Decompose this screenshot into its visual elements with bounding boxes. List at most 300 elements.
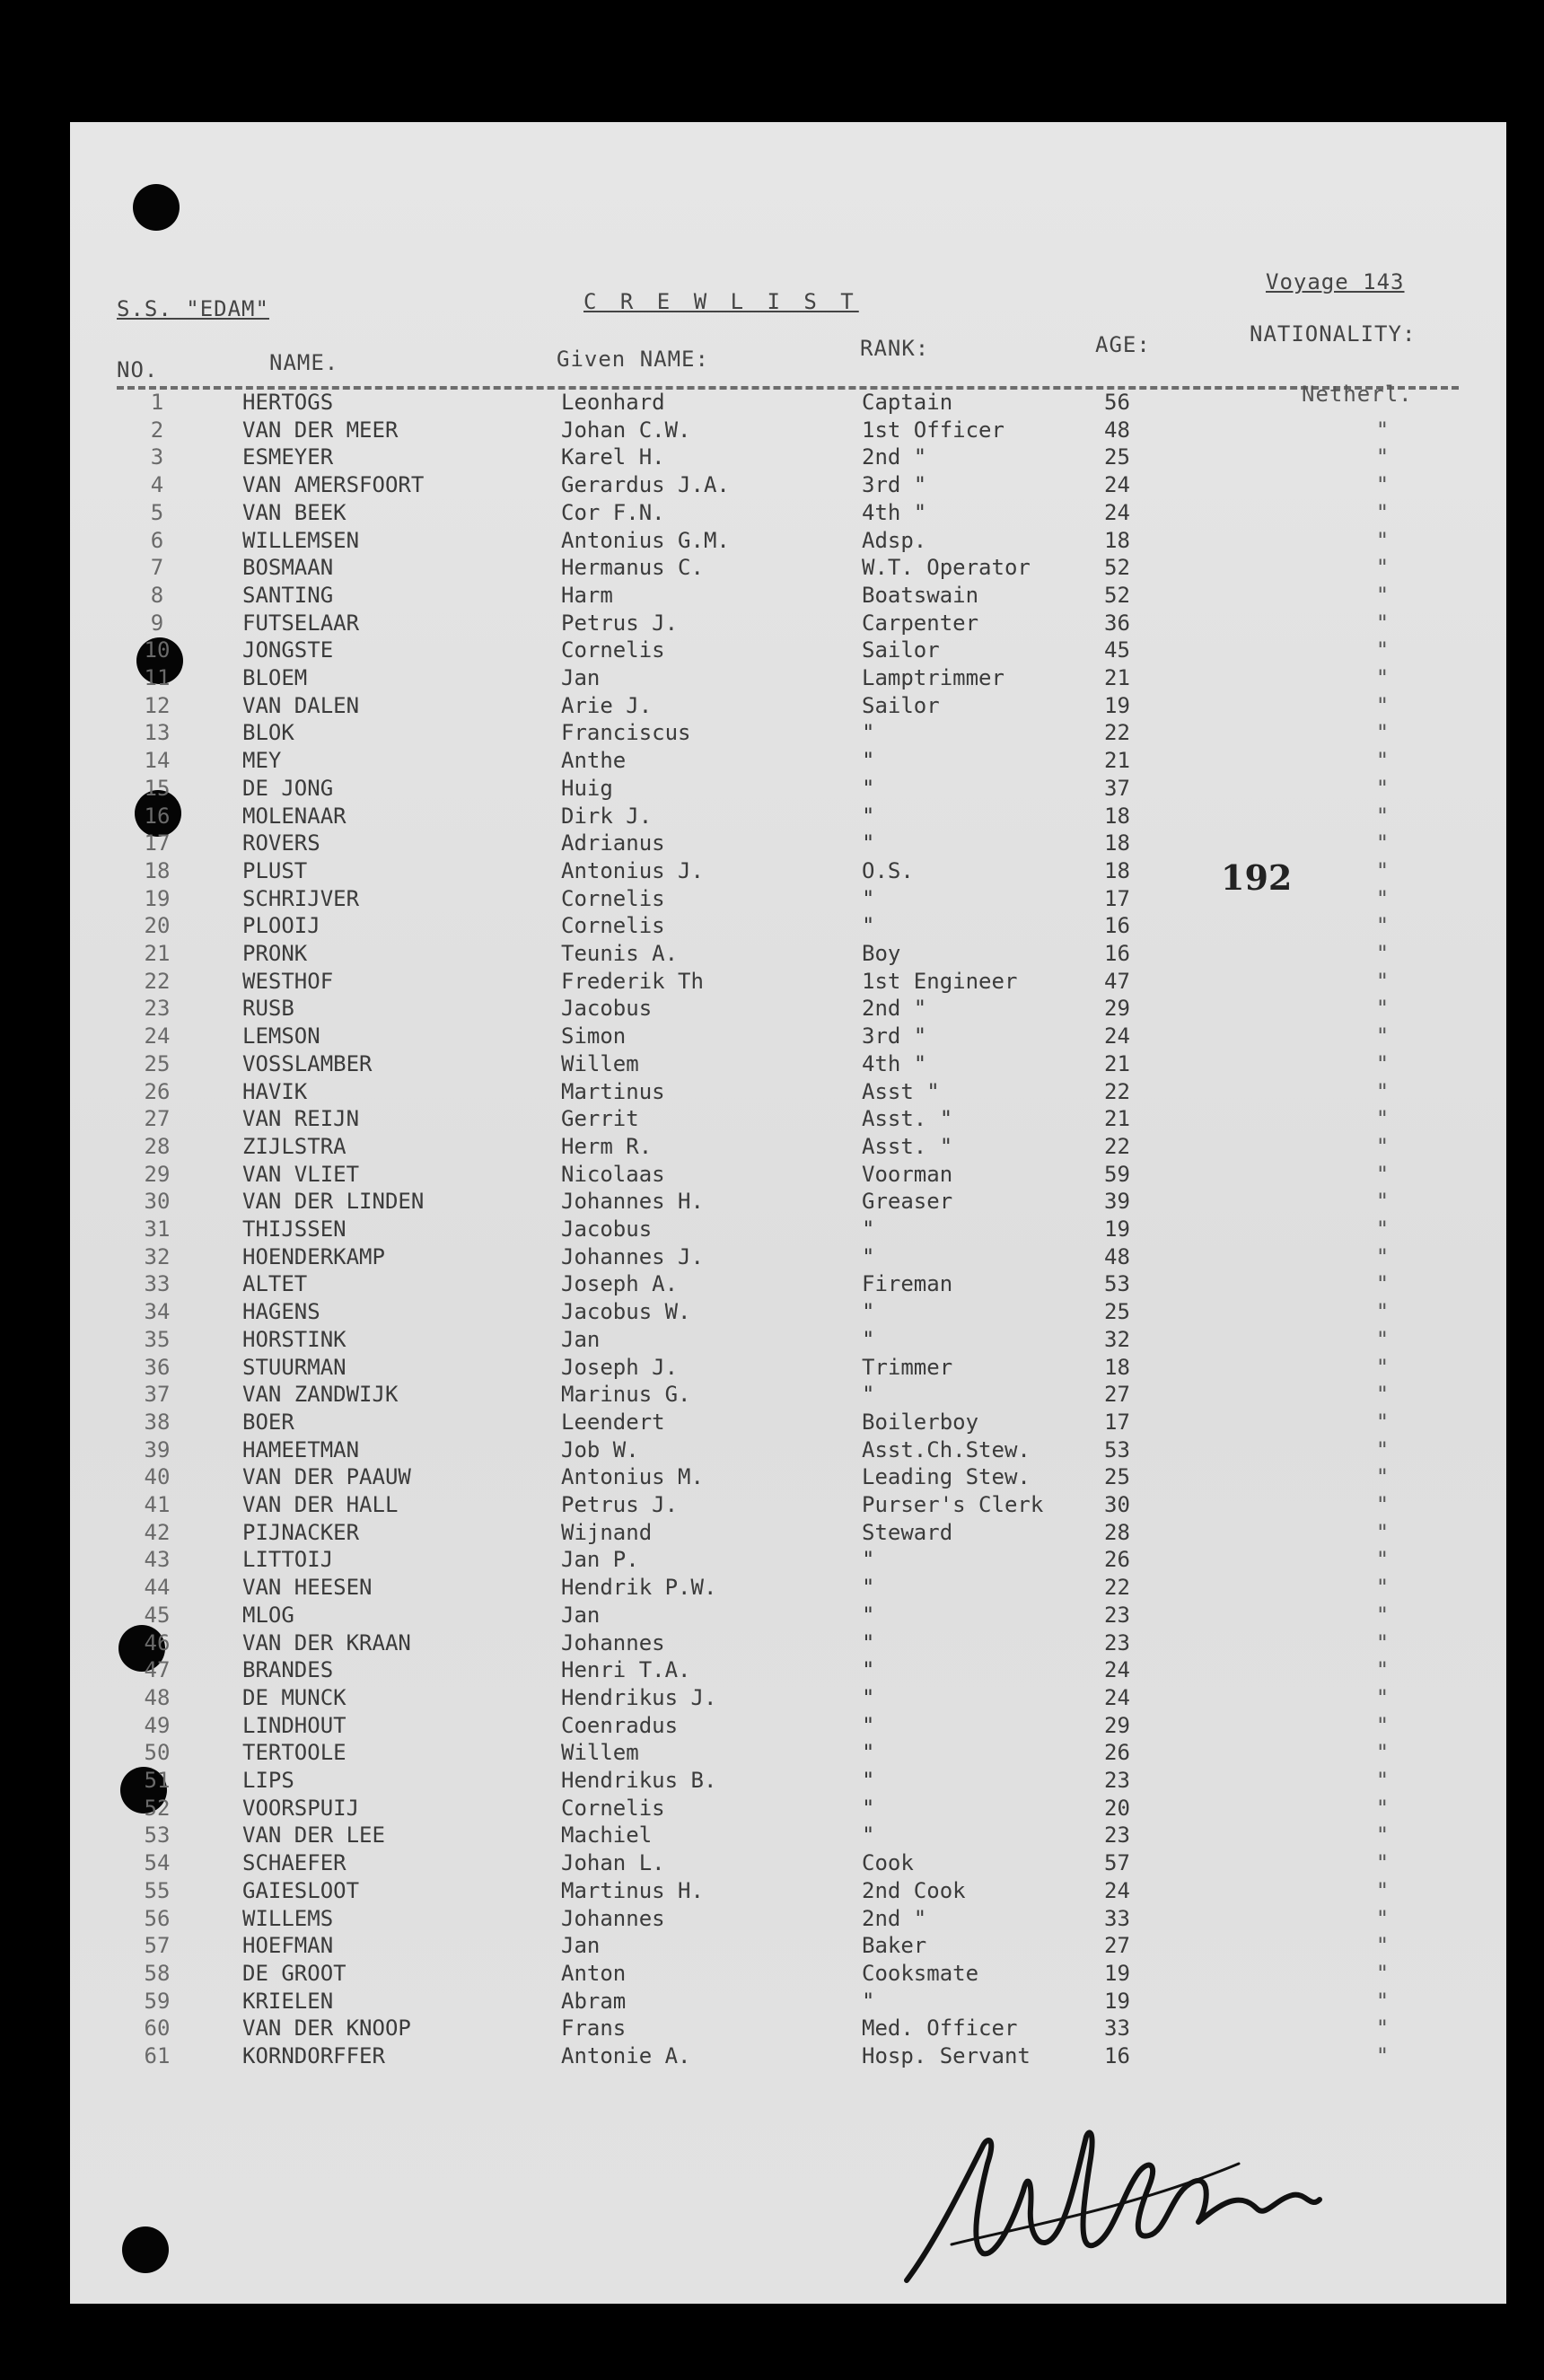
crew-given-name: Petrus J.	[561, 610, 679, 636]
crew-nationality-ditto: "	[1375, 1657, 1390, 1683]
table-row	[0, 1106, 1544, 1134]
table-row	[0, 1685, 1544, 1713]
crew-number: 52	[144, 1795, 171, 1821]
crew-age: 23	[1104, 1629, 1130, 1655]
table-row	[0, 1162, 1544, 1190]
crew-rank: 2nd "	[862, 996, 927, 1022]
crew-rank: W.T. Operator	[862, 555, 1031, 581]
crew-surname: WESTHOF	[242, 968, 334, 994]
table-row	[0, 941, 1544, 969]
crew-nationality-ditto: "	[1375, 1602, 1390, 1628]
crew-given-name: Jan	[561, 1602, 601, 1628]
crew-number: 10	[144, 637, 171, 663]
crew-nationality-ditto: "	[1375, 2043, 1390, 2068]
table-row	[0, 1189, 1544, 1216]
crew-number: 43	[144, 1547, 171, 1573]
crew-rank: Leading Stew.	[862, 1464, 1031, 1490]
crew-age: 23	[1104, 1768, 1130, 1793]
table-row	[0, 1961, 1544, 1989]
crew-nationality-ditto: "	[1375, 1795, 1390, 1821]
crew-surname: DE JONG	[242, 775, 334, 801]
crew-number: 28	[144, 1133, 171, 1159]
crew-surname: MEY	[242, 748, 282, 774]
crew-number: 50	[144, 1740, 171, 1766]
crew-nationality-ditto: "	[1375, 1354, 1390, 1380]
crew-surname: GAIESLOOT	[242, 1877, 360, 1903]
crew-rank: Med. Officer	[862, 2016, 1018, 2042]
table-row	[0, 1740, 1544, 1768]
crew-given-name: Antonie A.	[561, 2043, 691, 2068]
crew-surname: VAN DER LINDEN	[242, 1189, 425, 1215]
crew-surname: HAMEETMAN	[242, 1436, 360, 1462]
crew-surname: ALTET	[242, 1271, 308, 1297]
crew-given-name: Dirk J.	[561, 803, 653, 829]
crew-given-name: Johannes H.	[561, 1189, 704, 1215]
table-row	[0, 804, 1544, 831]
crew-age: 19	[1104, 1216, 1130, 1242]
crew-age: 53	[1104, 1436, 1130, 1462]
crew-given-name: Herm R.	[561, 1133, 653, 1159]
crew-given-name: Jacobus W.	[561, 1299, 691, 1325]
crew-number: 39	[144, 1436, 171, 1462]
table-row	[0, 1437, 1544, 1465]
crew-given-name: Henri T.A.	[561, 1657, 691, 1683]
crew-nationality-ditto: "	[1375, 1133, 1390, 1159]
crew-given-name: Cor F.N.	[561, 499, 665, 525]
crew-given-name: Antonius G.M.	[561, 527, 730, 553]
crew-age: 24	[1104, 499, 1130, 525]
crew-given-name: Cornelis	[561, 1795, 665, 1821]
crew-nationality-ditto: "	[1375, 913, 1390, 939]
crew-surname: VAN REIJN	[242, 1106, 360, 1132]
table-row	[0, 1520, 1544, 1548]
crew-nationality-ditto: "	[1375, 417, 1390, 443]
crew-rank: Captain	[862, 390, 953, 415]
table-row	[0, 1382, 1544, 1410]
table-row	[0, 830, 1544, 858]
table-row	[0, 1271, 1544, 1299]
sheet-number: 192	[1221, 857, 1293, 898]
crew-number: 37	[144, 1382, 171, 1408]
crew-rank: Boy	[862, 941, 901, 966]
punch-hole	[122, 2226, 169, 2273]
table-row	[0, 1492, 1544, 1520]
crew-nationality-ditto: "	[1375, 1161, 1390, 1187]
crew-nationality-ditto: "	[1375, 941, 1390, 966]
crew-rank: Voorman	[862, 1161, 953, 1187]
crew-age: 53	[1104, 1271, 1130, 1297]
table-row	[0, 720, 1544, 748]
crew-number: 29	[144, 1161, 171, 1187]
crew-age: 24	[1104, 1023, 1130, 1049]
crew-age: 21	[1104, 665, 1130, 690]
table-row	[0, 610, 1544, 638]
crew-surname: PLUST	[242, 857, 308, 883]
crew-rank: "	[862, 1768, 875, 1793]
crew-age: 19	[1104, 1988, 1130, 2014]
table-row	[0, 1768, 1544, 1796]
crew-age: 21	[1104, 1050, 1130, 1076]
crew-number: 20	[144, 913, 171, 939]
crew-surname: ZIJLSTRA	[242, 1133, 347, 1159]
crew-surname: VOSSLAMBER	[242, 1050, 373, 1076]
crew-age: 27	[1104, 1933, 1130, 1959]
crew-nationality-ditto: "	[1375, 1464, 1390, 1490]
crew-number: 17	[144, 830, 171, 856]
crew-number: 8	[150, 582, 164, 608]
crew-nationality-ditto: "	[1375, 1933, 1390, 1959]
crew-number: 7	[150, 555, 164, 581]
crew-nationality-ditto: "	[1375, 996, 1390, 1022]
crew-nationality-ditto: "	[1375, 1684, 1390, 1710]
crew-rank: Sailor	[862, 637, 940, 663]
crew-surname: VAN DER HALL	[242, 1492, 399, 1517]
crew-age: 18	[1104, 803, 1130, 829]
crew-given-name: Jacobus	[561, 996, 653, 1022]
table-row	[0, 1989, 1544, 2016]
table-row	[0, 969, 1544, 997]
crew-age: 24	[1104, 1657, 1130, 1683]
table-row	[0, 1299, 1544, 1327]
table-row	[0, 390, 1544, 417]
voyage-number: Voyage 143	[1266, 269, 1405, 294]
crew-given-name: Leonhard	[561, 390, 665, 415]
crew-surname: HOENDERKAMP	[242, 1243, 385, 1269]
table-row	[0, 528, 1544, 556]
crew-rank: "	[862, 1684, 875, 1710]
table-row	[0, 665, 1544, 693]
nationality-first-entry: Netherl.	[1302, 382, 1413, 407]
crew-age: 27	[1104, 1382, 1130, 1408]
crew-number: 59	[144, 1988, 171, 2014]
crew-number: 4	[150, 472, 164, 498]
crew-surname: VAN HEESEN	[242, 1575, 373, 1601]
crew-rank: 4th "	[862, 1050, 927, 1076]
crew-age: 59	[1104, 1161, 1130, 1187]
crew-rank: Cooksmate	[862, 1960, 979, 1986]
crew-nationality-ditto: "	[1375, 499, 1390, 525]
crew-surname: VAN DALEN	[242, 692, 360, 718]
crew-number: 49	[144, 1712, 171, 1738]
column-header-no: NO.	[117, 357, 159, 382]
crew-given-name: Gerardus J.A.	[561, 472, 730, 498]
crew-number: 15	[144, 775, 171, 801]
table-row	[0, 776, 1544, 804]
crew-nationality-ditto: "	[1375, 610, 1390, 636]
table-row	[0, 472, 1544, 500]
crew-rank: Sailor	[862, 692, 940, 718]
crew-number: 60	[144, 2016, 171, 2042]
crew-nationality-ditto: "	[1375, 637, 1390, 663]
crew-given-name: Marinus G.	[561, 1382, 691, 1408]
crew-given-name: Johannes	[561, 1629, 665, 1655]
crew-number: 6	[150, 527, 164, 553]
crew-number: 24	[144, 1023, 171, 1049]
crew-rank: "	[862, 1547, 875, 1573]
column-header-age: AGE:	[1095, 332, 1151, 357]
crew-rank: "	[862, 775, 875, 801]
crew-rank: Greaser	[862, 1189, 953, 1215]
crew-given-name: Adrianus	[561, 830, 665, 856]
crew-surname: BOER	[242, 1409, 294, 1435]
crew-given-name: Martinus H.	[561, 1877, 704, 1903]
crew-age: 18	[1104, 857, 1130, 883]
crew-number: 42	[144, 1519, 171, 1545]
crew-rank: "	[862, 1988, 875, 2014]
crew-rank: "	[862, 1629, 875, 1655]
crew-number: 12	[144, 692, 171, 718]
crew-number: 25	[144, 1050, 171, 1076]
crew-given-name: Johannes J.	[561, 1243, 704, 1269]
punch-hole	[133, 184, 180, 231]
crew-nationality-ditto: "	[1375, 1106, 1390, 1132]
crew-surname: WILLEMSEN	[242, 527, 360, 553]
crew-nationality-ditto: "	[1375, 1712, 1390, 1738]
crew-rank: "	[862, 748, 875, 774]
crew-age: 19	[1104, 692, 1130, 718]
table-row	[0, 1630, 1544, 1658]
crew-age: 37	[1104, 775, 1130, 801]
crew-surname: LEMSON	[242, 1023, 320, 1049]
crew-number: 34	[144, 1299, 171, 1325]
crew-surname: ESMEYER	[242, 444, 334, 470]
crew-rank: Adsp.	[862, 527, 927, 553]
crew-given-name: Petrus J.	[561, 1492, 679, 1517]
crew-number: 48	[144, 1684, 171, 1710]
crew-nationality-ditto: "	[1375, 775, 1390, 801]
crew-age: 25	[1104, 444, 1130, 470]
crew-rank: "	[862, 1822, 875, 1849]
crew-given-name: Joseph J.	[561, 1354, 679, 1380]
crew-age: 24	[1104, 1684, 1130, 1710]
crew-rank: "	[862, 803, 875, 829]
crew-given-name: Arie J.	[561, 692, 653, 718]
signature	[898, 2110, 1364, 2289]
crew-number: 21	[144, 941, 171, 966]
crew-surname: VAN DER LEE	[242, 1822, 385, 1849]
crew-surname: FUTSELAAR	[242, 610, 360, 636]
crew-rank: "	[862, 1382, 875, 1408]
crew-given-name: Willem	[561, 1740, 639, 1766]
crew-rank: 2nd "	[862, 444, 927, 470]
crew-given-name: Jan P.	[561, 1547, 639, 1573]
crew-number: 57	[144, 1933, 171, 1959]
crew-surname: VAN DER PAAUW	[242, 1464, 411, 1490]
crew-surname: HORSTINK	[242, 1326, 347, 1352]
crew-number: 19	[144, 885, 171, 911]
crew-nationality-ditto: "	[1375, 692, 1390, 718]
crew-given-name: Antonius M.	[561, 1464, 704, 1490]
crew-age: 22	[1104, 1078, 1130, 1104]
crew-number: 35	[144, 1326, 171, 1352]
crew-surname: THIJSSEN	[242, 1216, 347, 1242]
crew-given-name: Martinus	[561, 1078, 665, 1104]
table-row	[0, 1822, 1544, 1850]
crew-given-name: Harm	[561, 582, 613, 608]
crew-surname: KRIELEN	[242, 1988, 334, 2014]
crew-age: 17	[1104, 1409, 1130, 1435]
table-row	[0, 417, 1544, 445]
column-header-rank: RANK:	[860, 336, 930, 361]
crew-age: 32	[1104, 1326, 1130, 1352]
crew-number: 56	[144, 1905, 171, 1931]
crew-given-name: Nicolaas	[561, 1161, 665, 1187]
table-row	[0, 1933, 1544, 1961]
crew-age: 52	[1104, 555, 1130, 581]
crew-age: 25	[1104, 1299, 1130, 1325]
crew-nationality-ditto: "	[1375, 720, 1390, 746]
crew-nationality-ditto: "	[1375, 555, 1390, 581]
crew-age: 26	[1104, 1547, 1130, 1573]
crew-given-name: Johan C.W.	[561, 417, 691, 443]
crew-nationality-ditto: "	[1375, 1547, 1390, 1573]
crew-age: 33	[1104, 1905, 1130, 1931]
crew-age: 16	[1104, 913, 1130, 939]
table-row	[0, 996, 1544, 1023]
crew-number: 14	[144, 748, 171, 774]
crew-surname: HOEFMAN	[242, 1933, 334, 1959]
crew-nationality-ditto: "	[1375, 1023, 1390, 1049]
crew-number: 30	[144, 1189, 171, 1215]
crew-nationality-ditto: "	[1375, 1877, 1390, 1903]
crew-nationality-ditto: "	[1375, 1960, 1390, 1986]
crew-rank: "	[862, 913, 875, 939]
crew-age: 21	[1104, 748, 1130, 774]
crew-age: 29	[1104, 996, 1130, 1022]
crew-number: 18	[144, 857, 171, 883]
crew-nationality-ditto: "	[1375, 1271, 1390, 1297]
crew-surname: LITTOIJ	[242, 1547, 334, 1573]
crew-nationality-ditto: "	[1375, 1519, 1390, 1545]
crew-rank: 1st Engineer	[862, 968, 1018, 994]
crew-rank: Boatswain	[862, 582, 979, 608]
crew-number: 38	[144, 1409, 171, 1435]
crew-given-name: Antonius J.	[561, 857, 704, 883]
crew-number: 40	[144, 1464, 171, 1490]
crew-surname: LIPS	[242, 1768, 294, 1793]
crew-age: 45	[1104, 637, 1130, 663]
crew-surname: VAN BEEK	[242, 499, 347, 525]
crew-age: 16	[1104, 2043, 1130, 2068]
crew-given-name: Hermanus C.	[561, 555, 704, 581]
crew-given-name: Hendrikus J.	[561, 1684, 717, 1710]
column-header-given-name: Given NAME:	[557, 347, 709, 372]
crew-nationality-ditto: "	[1375, 527, 1390, 553]
crew-nationality-ditto: "	[1375, 582, 1390, 608]
crew-number: 47	[144, 1657, 171, 1683]
crew-nationality-ditto: "	[1375, 1326, 1390, 1352]
crew-number: 23	[144, 996, 171, 1022]
crew-surname: TERTOOLE	[242, 1740, 347, 1766]
crew-nationality-ditto: "	[1375, 968, 1390, 994]
crew-age: 57	[1104, 1850, 1130, 1876]
crew-rank: 3rd "	[862, 472, 927, 498]
crew-surname: SCHAEFER	[242, 1850, 347, 1876]
crew-surname: DE GROOT	[242, 1960, 347, 1986]
crew-number: 11	[144, 665, 171, 690]
crew-surname: LINDHOUT	[242, 1712, 347, 1738]
column-header-name: NAME.	[269, 350, 339, 375]
crew-given-name: Anton	[561, 1960, 627, 1986]
table-row	[0, 1713, 1544, 1741]
table-row	[0, 1575, 1544, 1603]
table-row	[0, 2016, 1544, 2043]
crew-number: 51	[144, 1768, 171, 1793]
crew-age: 19	[1104, 1960, 1130, 1986]
crew-rank: Asst. "	[862, 1106, 953, 1132]
crew-given-name: Wijnand	[561, 1519, 653, 1545]
crew-rank: Steward	[862, 1519, 953, 1545]
crew-number: 27	[144, 1106, 171, 1132]
crew-number: 61	[144, 2043, 171, 2068]
crew-age: 52	[1104, 582, 1130, 608]
table-row	[0, 637, 1544, 665]
crew-number: 22	[144, 968, 171, 994]
crew-rank: 3rd "	[862, 1023, 927, 1049]
crew-nationality-ditto: "	[1375, 885, 1390, 911]
crew-age: 48	[1104, 417, 1130, 443]
crew-rank: Purser's Clerk	[862, 1492, 1044, 1517]
crew-given-name: Willem	[561, 1050, 639, 1076]
crew-surname: BOSMAAN	[242, 555, 334, 581]
crew-given-name: Machiel	[561, 1822, 653, 1849]
crew-surname: DE MUNCK	[242, 1684, 347, 1710]
crew-given-name: Karel H.	[561, 444, 665, 470]
crew-surname: MLOG	[242, 1602, 294, 1628]
table-row	[0, 583, 1544, 610]
crew-surname: BRANDES	[242, 1657, 334, 1683]
table-row	[0, 748, 1544, 776]
crew-rank: Asst. "	[862, 1133, 953, 1159]
crew-given-name: Gerrit	[561, 1106, 639, 1132]
table-row	[0, 1850, 1544, 1878]
crew-given-name: Frans	[561, 2016, 627, 2042]
crew-age: 23	[1104, 1602, 1130, 1628]
table-row	[0, 1079, 1544, 1107]
table-row	[0, 693, 1544, 721]
crew-age: 39	[1104, 1189, 1130, 1215]
crew-rank: "	[862, 1243, 875, 1269]
crew-given-name: Anthe	[561, 748, 627, 774]
crew-age: 56	[1104, 390, 1130, 415]
table-row	[0, 1051, 1544, 1079]
table-row	[0, 913, 1544, 941]
crew-rank: "	[862, 1602, 875, 1628]
crew-number: 55	[144, 1877, 171, 1903]
crew-rank: Fireman	[862, 1271, 953, 1297]
crew-nationality-ditto: "	[1375, 1768, 1390, 1793]
crew-age: 24	[1104, 472, 1130, 498]
crew-number: 36	[144, 1354, 171, 1380]
crew-nationality-ditto: "	[1375, 1740, 1390, 1766]
crew-surname: BLOEM	[242, 665, 308, 690]
crew-rank: Asst "	[862, 1078, 940, 1104]
crew-rank: 2nd Cook	[862, 1877, 966, 1903]
crew-rank: 1st Officer	[862, 417, 1004, 443]
crew-nationality-ditto: "	[1375, 748, 1390, 774]
crew-surname: PLOOIJ	[242, 913, 320, 939]
table-row	[0, 555, 1544, 583]
crew-age: 48	[1104, 1243, 1130, 1269]
crew-surname: RUSB	[242, 996, 294, 1022]
crew-nationality-ditto: "	[1375, 803, 1390, 829]
crew-rank: Baker	[862, 1933, 927, 1959]
crew-given-name: Huig	[561, 775, 613, 801]
crew-age: 23	[1104, 1822, 1130, 1849]
crew-number: 2	[150, 417, 164, 443]
crew-nationality-ditto: "	[1375, 665, 1390, 690]
crew-surname: PRONK	[242, 941, 308, 966]
